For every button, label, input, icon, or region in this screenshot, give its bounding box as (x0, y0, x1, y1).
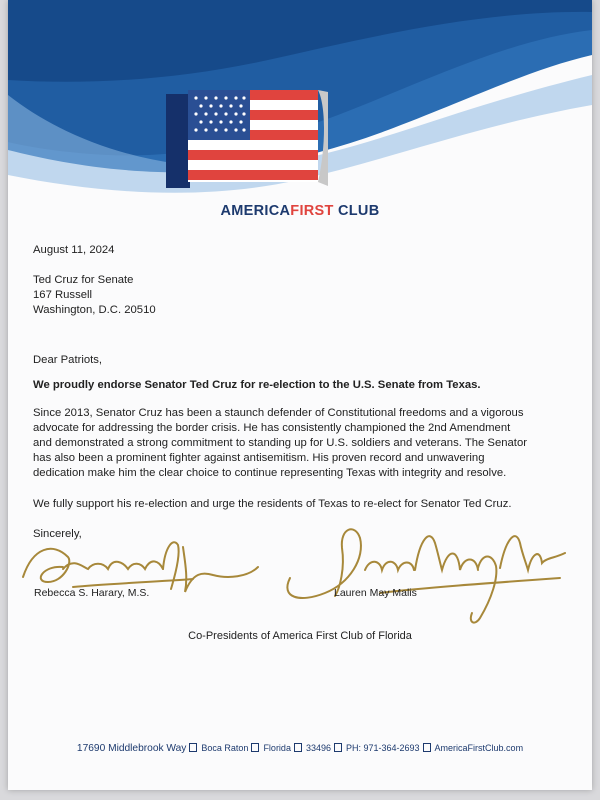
recipient-address (33, 273, 573, 318)
signature-text-rebecca: Rebecca H (33, 572, 43, 574)
flag-logo-icon (158, 86, 328, 198)
body-line: and demonstrated a strong commitment to standing up for U.S. soldiers and veterans. The Senator (33, 437, 527, 449)
signoff: Sincerely, (33, 528, 82, 540)
separator-box-icon (294, 743, 302, 752)
separator-box-icon (251, 743, 259, 752)
body-line: has also been a prominent fighter against antisemitism. His proven record and unwavering (33, 452, 485, 464)
body-line: Since 2013, Senator Cruz has been a staunch defender of Constitutional freedoms and a vigorous (33, 407, 524, 419)
footer-street: 17690 Middlebrook Way (76, 743, 187, 754)
footer-phone: PH: 971-364-2693 (345, 743, 420, 753)
footer-zip: 33496 (305, 743, 331, 753)
letter-date: August 11, 2024 (33, 244, 115, 256)
signatory-name-1: Rebecca S. Harary, M.S. (34, 587, 150, 599)
recipient-line-2: 167 Russell (33, 289, 93, 301)
footer-contact (8, 743, 592, 754)
recipient-line-3: Washington, D.C. 20510 (33, 304, 156, 316)
footer-city: Boca Raton (201, 743, 249, 753)
brand-part-america: AMERICA (220, 203, 291, 219)
salutation: Dear Patriots, (33, 354, 103, 366)
body-line: advocate for addressing the border crisis. He has consistently championed the 2nd Amendment (33, 422, 511, 434)
brand-wordmark (8, 203, 592, 219)
co-presidents-title: Co-Presidents of America First Club of Florida (188, 630, 412, 642)
body-paragraph (33, 406, 573, 481)
recipient-line-1: Ted Cruz for Senate (33, 274, 134, 286)
footer-website: AmericaFirstClub.com (434, 743, 524, 753)
separator-box-icon (423, 743, 431, 752)
footer-state: Florida (263, 743, 291, 753)
separator-box-icon (334, 743, 342, 752)
closing-paragraph: We fully support his re-election and urge the residents of Texas to re-elect for Senator Ted Cruz. (33, 498, 512, 510)
signature-lauren-malis (270, 508, 570, 628)
separator-box-icon (189, 743, 197, 752)
endorsement-headline: We proudly endorse Senator Ted Cruz for re-election to the U.S. Senate from Texas. (33, 379, 481, 391)
letter-page (8, 0, 592, 790)
brand-part-club: CLUB (333, 203, 380, 219)
body-line: dedication make him the clear choice to continue representing Texas with integrity and resolve. (33, 467, 507, 479)
signatory-name-2: Lauren May Malis (334, 587, 417, 599)
signature-text-lauren: Lauren May Malis (290, 553, 306, 555)
brand-part-first: FIRST (290, 203, 334, 219)
